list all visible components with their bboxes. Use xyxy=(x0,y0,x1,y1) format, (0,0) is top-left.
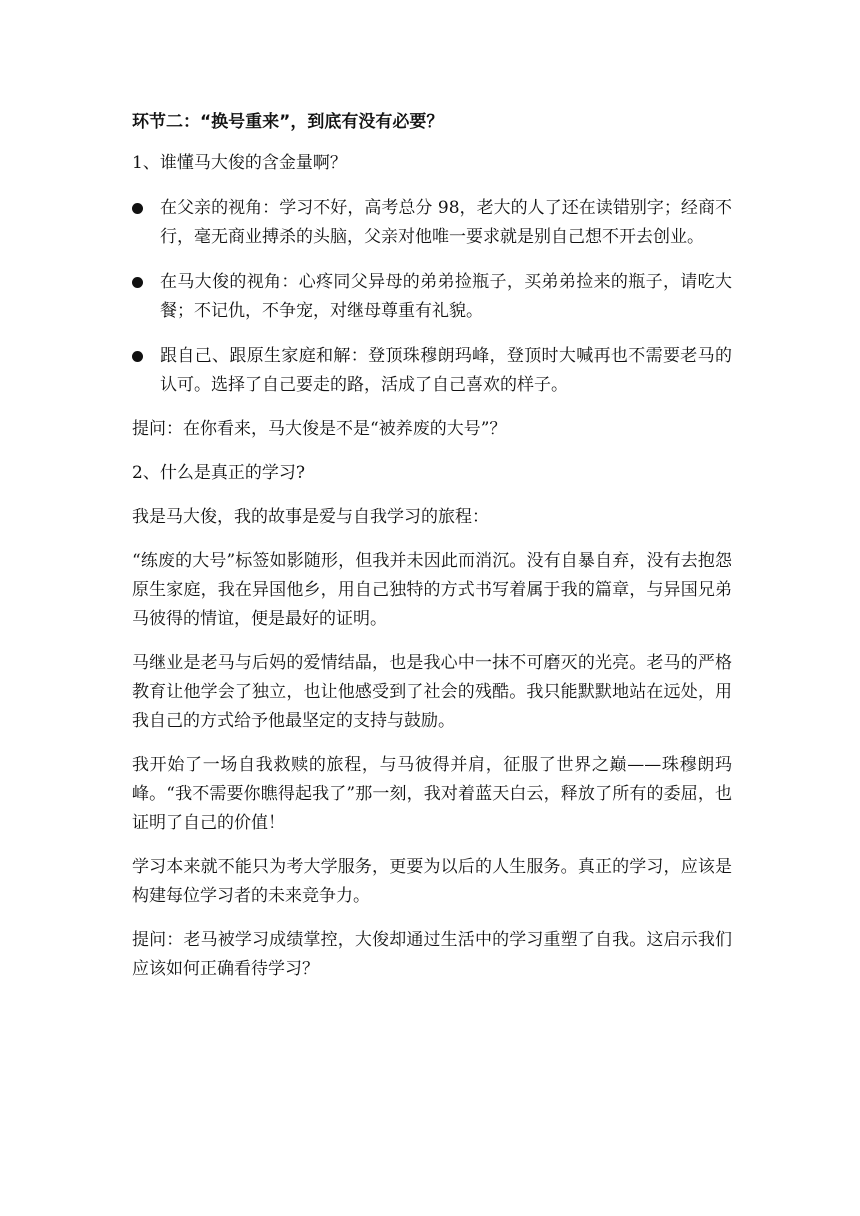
paragraph: 我开始了一场自我救赎的旅程，与马彼得并肩，征服了世界之巅——珠穆朗玛峰。“我不需要你瞧得起我了”那一刻，我对着蓝天白云，释放了所有的委屈，也证明了自己的价值！ xyxy=(132,755,732,833)
question-2: 提问：老马被学习成绩掌控，大俊却通过生活中的学习重塑了自我。这启示我们应该如何正确看待学习？ xyxy=(132,930,732,979)
bullet-text: 在父亲的视角：学习不好，高考总分 98，老大的人了还在读错别字；经商不行，毫无商业搏杀的头脑，父亲对他唯一要求就是别自己想不开去创业。 xyxy=(160,198,732,247)
bullet-item xyxy=(132,194,732,252)
paragraph: 学习本来就不能只为考大学服务，更要为以后的人生服务。真正的学习，应该是构建每位学习者的未来竞争力。 xyxy=(132,857,732,906)
bullet-text: 在马大俊的视角：心疼同父异母的弟弟捡瓶子，买弟弟捡来的瓶子，请吃大餐；不记仇，不争宠，对继母尊重有礼貌。 xyxy=(160,272,732,321)
document-page xyxy=(132,96,732,984)
bullet-item xyxy=(132,342,732,400)
part1-heading: 1、谁懂马大俊的含金量啊？ xyxy=(132,153,347,173)
part2-heading: 2、什么是真正的学习? xyxy=(132,463,305,483)
paragraph: 马继业是老马与后妈的爱情结晶，也是我心中一抹不可磨灭的光亮。老马的严格教育让他学会了独立，也让他感受到了社会的残酷。我只能默默地站在远处，用我自己的方式给予他最坚定的支持与鼓励。 xyxy=(132,653,732,731)
bullet-dot-icon xyxy=(132,351,143,362)
question-1: 提问：在你看来，马大俊是不是“被养废的大号”？ xyxy=(132,419,507,439)
paragraph: 我是马大俊，我的故事是爱与自我学习的旅程： xyxy=(132,507,489,527)
bullet-text: 跟自己、跟原生家庭和解：登顶珠穆朗玛峰，登顶时大喊再也不需要老马的认可。选择了自己要走的路，活成了自己喜欢的样子。 xyxy=(160,346,732,395)
bullet-list xyxy=(132,194,732,400)
bullet-item xyxy=(132,268,732,326)
bullet-dot-icon xyxy=(132,203,143,214)
paragraph: “练废的大号”标签如影随形，但我并未因此而消沉。没有自暴自弃，没有去抱怨原生家庭，我在异国他乡，用自己独特的方式书写着属于我的篇章，与异国兄弟马彼得的情谊，便是最好的证明。 xyxy=(132,551,732,629)
bullet-dot-icon xyxy=(132,277,143,288)
section-title: 环节二：“换号重来”，到底有没有必要？ xyxy=(132,112,444,132)
